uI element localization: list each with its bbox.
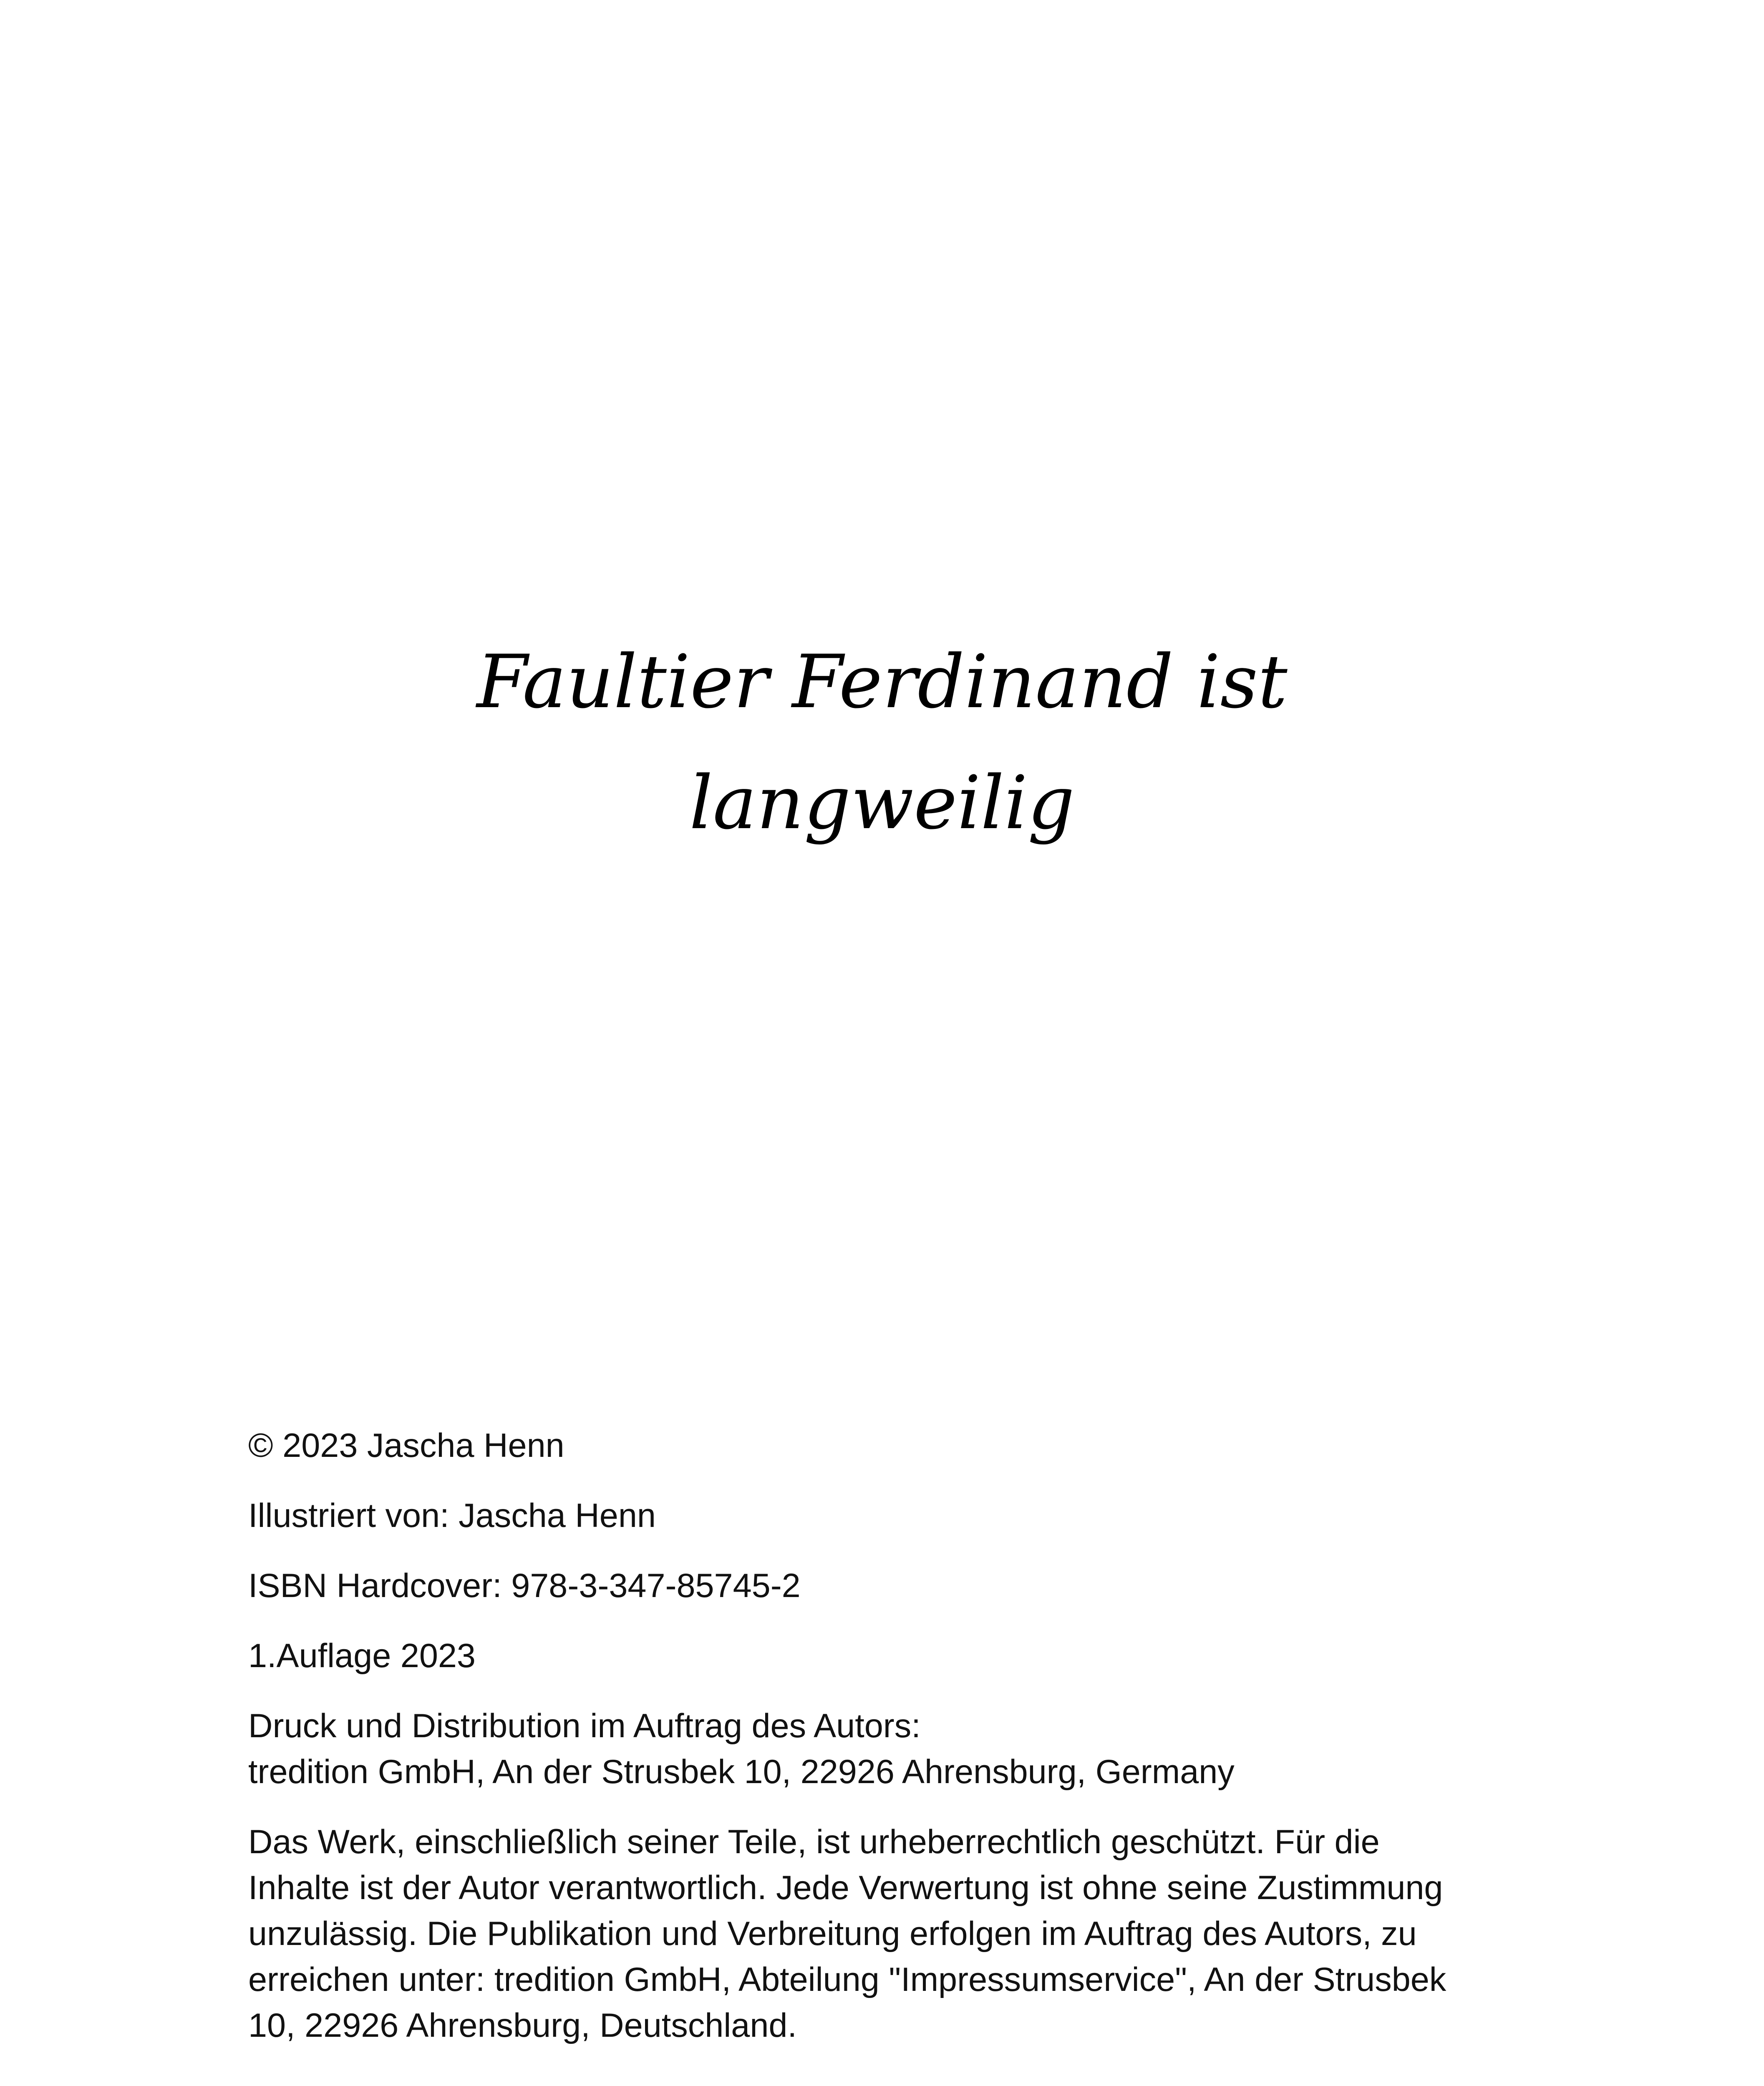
legal-line-5: 10, 22926 Ahrensburg, Deutschland. bbox=[248, 2007, 797, 2044]
imprint-section bbox=[248, 1423, 1521, 2073]
illustrator-credit: Illustriert von: Jascha Henn bbox=[248, 1497, 656, 1534]
distribution-line-1: Druck und Distribution im Auftrag des Autors: bbox=[248, 1707, 921, 1745]
distribution-line-2: tredition GmbH, An der Strusbek 10, 22926 Ahrensburg, Germany bbox=[248, 1753, 1235, 1791]
legal-line-3: unzulässig. Die Publikation und Verbreitung erfolgen im Auftrag des Autors, zu bbox=[248, 1915, 1417, 1952]
book-title bbox=[0, 622, 1764, 864]
legal-line-1: Das Werk, einschließlich seiner Teile, ist urheberrechtlich geschützt. Für die bbox=[248, 1823, 1380, 1861]
legal-line-4: erreichen unter: tredition GmbH, Abteilung "Impressumservice", An der Strusbek bbox=[248, 1961, 1446, 1998]
copyright-notice: © 2023 Jascha Henn bbox=[248, 1427, 564, 1464]
legal-notice bbox=[248, 1819, 1521, 2048]
isbn-line: ISBN Hardcover: 978-3-347-85745-2 bbox=[248, 1567, 801, 1605]
edition-line: 1.Auflage 2023 bbox=[248, 1637, 476, 1675]
book-title-line-1: Faultier Ferdinand ist bbox=[476, 639, 1288, 725]
book-title-line-2: langweilig bbox=[689, 760, 1075, 846]
legal-line-2: Inhalte ist der Autor verantwortlich. Jede Verwertung ist ohne seine Zustimmung bbox=[248, 1869, 1443, 1907]
distribution-info bbox=[248, 1703, 1521, 1795]
